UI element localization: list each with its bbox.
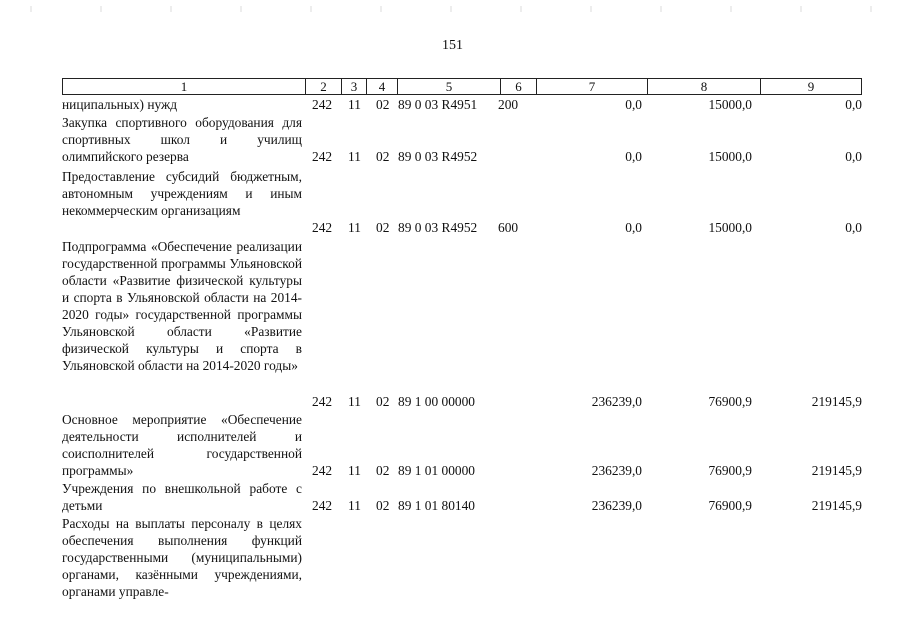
cell-csr: 89 0 03 R4951 [398,97,478,112]
cell-vr: 600 [498,220,519,235]
col-header-3: 3 [342,79,367,95]
cell-pr: 02 [376,463,390,478]
cell-vr: 200 [498,97,519,112]
cell-pr: 02 [376,498,390,513]
col-header-6: 6 [501,79,537,95]
cell-gr: 242 [312,498,333,513]
col-header-4: 4 [367,79,398,95]
cell-col8: 76900,9 [708,394,752,409]
cell-col8: 15000,0 [708,97,752,112]
cell-pr: 02 [376,97,390,112]
cell-col7: 0,0 [625,220,642,235]
cell-pr: 02 [376,149,390,164]
cell-col9: 219145,9 [811,463,862,478]
cell-col8: 76900,9 [708,498,752,513]
row-description: Подпрограмма «Обеспечение реализации государственной программы Ульяновской области «Развитие физической культуры и спорта в Ульяновской области на 2014-2020 годы» государственной программы Ульяновской области «Развитие физической культуры и спорта в Ульяновской области на 2014-2020 годы» [62,239,302,373]
cell-col8: 76900,9 [708,463,752,478]
cell-gr: 242 [312,220,333,235]
column-header-table [62,78,862,95]
row-description: ниципальных) нужд [62,97,178,112]
cell-pr: 02 [376,394,390,409]
cell-rz: 11 [348,149,361,164]
cell-col7: 0,0 [625,97,642,112]
col-header-9: 9 [761,79,862,95]
row-description: Предоставление субсидий бюджетным, автономным учреждениям и иным некоммерческим организациям [62,169,302,218]
page-number: 151 [442,38,463,53]
cell-col9: 219145,9 [811,498,862,513]
cell-col8: 15000,0 [708,149,752,164]
col-header-7: 7 [537,79,648,95]
cell-csr: 89 1 01 80140 [398,498,475,513]
cell-col8: 15000,0 [708,220,752,235]
cell-col9: 0,0 [845,97,862,112]
row-description: Закупка спортивного оборудования для спортивных школ и училищ олимпийского резерва [62,115,302,164]
cell-csr: 89 0 03 R4952 [398,220,478,235]
cell-pr: 02 [376,220,390,235]
cell-col7: 236239,0 [591,498,642,513]
cell-col7: 236239,0 [591,394,642,409]
cell-csr: 89 0 03 R4952 [398,149,478,164]
cell-gr: 242 [312,463,333,478]
cell-rz: 11 [348,220,361,235]
cell-csr: 89 1 01 00000 [398,463,475,478]
col-header-5: 5 [398,79,501,95]
cell-rz: 11 [348,463,361,478]
cell-csr: 89 1 00 00000 [398,394,475,409]
col-header-2: 2 [306,79,342,95]
col-header-1: 1 [63,79,306,95]
cell-col7: 236239,0 [591,463,642,478]
cell-gr: 242 [312,149,333,164]
row-description: Расходы на выплаты персоналу в целях обеспечения выполнения функций государственными (муниципальными) органами, казёнными учреждениями, органами управле- [62,516,302,599]
cell-col7: 0,0 [625,149,642,164]
cell-gr: 242 [312,97,333,112]
col-header-8: 8 [648,79,761,95]
cell-col9: 0,0 [845,149,862,164]
scan-artifact [0,6,905,12]
cell-rz: 11 [348,394,361,409]
row-description: Основное мероприятие «Обеспечение деятельности исполнителей и соисполнителей государственной программы» [62,412,302,478]
cell-rz: 11 [348,498,361,513]
row-description: Учреждения по внешкольной работе с детьми [62,481,302,513]
cell-col9: 0,0 [845,220,862,235]
cell-col9: 219145,9 [811,394,862,409]
cell-rz: 11 [348,97,361,112]
cell-gr: 242 [312,394,333,409]
